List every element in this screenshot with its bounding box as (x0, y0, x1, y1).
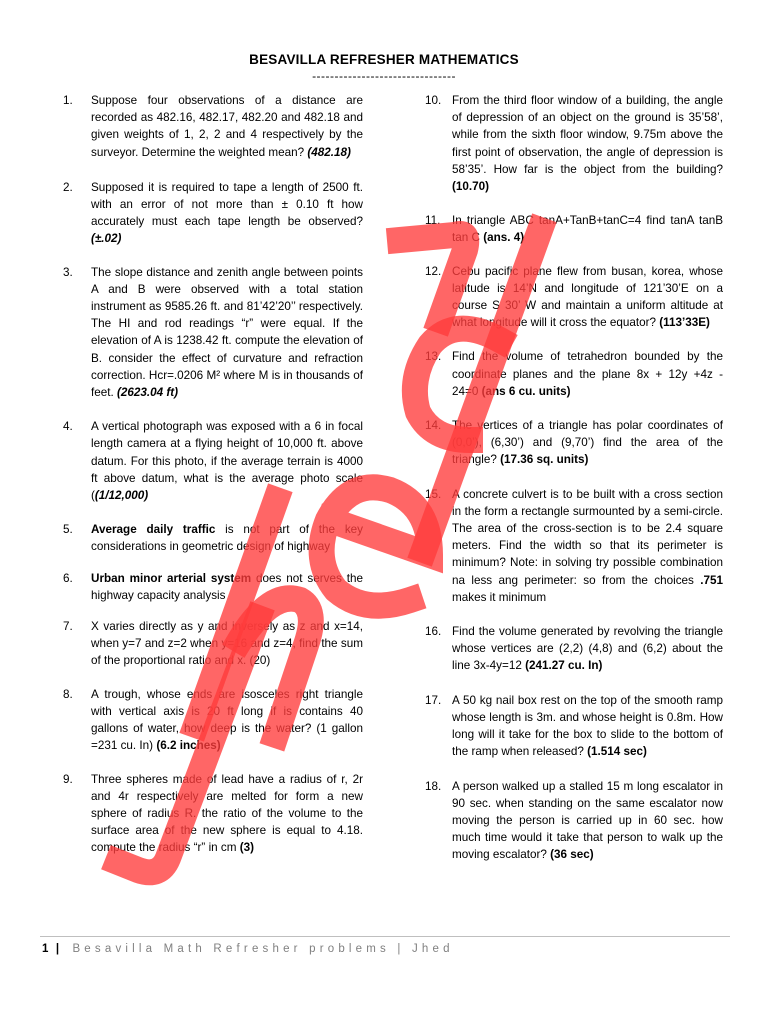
answer-text: (1/12,000) (94, 489, 149, 503)
question-text-block (452, 417, 723, 469)
left-column (63, 92, 363, 873)
answer-text: (241.27 cu. In) (525, 659, 603, 673)
question-text: A concrete culvert is to be built with a cross section in the form a rectangle surmounted by a semi-circle. The area of the cross-section is to be 2.4 square meters. Find the width so that its perimeter is minimum? Note: in solving try possible combination na less ang perimeter: so from the choices (452, 487, 723, 587)
question-number: 10. (425, 94, 442, 107)
question-text: From the third floor window of a building, the angle of depression of an object on the ground is 35’58’, while from the sixth floor window, 9.75m above the first point of observation, the angle of depression is 58’35’. How far is the object from the building? (452, 94, 723, 176)
answer-text: (±.02) (91, 232, 122, 246)
question-text-block (91, 686, 363, 755)
question-text-block (91, 264, 363, 402)
question-item (425, 692, 723, 761)
question-number: 12. (425, 264, 442, 278)
question-number: 3. (63, 265, 73, 279)
question-number: 5. (63, 523, 73, 537)
answer-text: (3) (239, 841, 255, 855)
question-item (425, 348, 723, 400)
question-text-block (91, 521, 363, 555)
question-number: 17. (425, 693, 442, 707)
answer-text: (113’33E) (659, 316, 710, 330)
page-footer (42, 943, 454, 955)
answer-text: (ans 6 cu. units) (481, 384, 571, 398)
question-text: does not serves the highway capacity analysis (91, 571, 363, 602)
question-item (63, 264, 363, 402)
question-text-block (452, 623, 723, 675)
question-item (63, 686, 363, 755)
question-text-block (91, 179, 363, 248)
question-number: 11. (425, 214, 441, 228)
question-number: 13. (425, 350, 442, 364)
question-text-block (452, 692, 723, 761)
question-item (425, 778, 723, 864)
question-text-block (91, 570, 363, 604)
answer-text: (36 sec) (550, 848, 594, 862)
question-number: 4. (63, 420, 73, 434)
question-text-block (91, 771, 363, 857)
question-text: A trough, whose ends are isosceles right triangle with vertical axis is 20 ft long if is contains 40 gallons of water, how deep is the water? (1 gallon =231 cu. In) (91, 687, 363, 753)
question-item (63, 771, 363, 857)
question-text-block (452, 778, 723, 864)
question-text: The vertices of a triangle has polar coordinates of (0,0’), (6,30’) and (9,70’) find the area of the triangle? (452, 419, 723, 467)
title-underline: -------------------------------- (312, 69, 456, 83)
question-number: 14. (425, 419, 442, 433)
question-number: 9. (63, 772, 73, 786)
question-text-block (91, 618, 363, 670)
question-item (63, 521, 363, 555)
question-text-block (91, 418, 363, 504)
page-title: BESAVILLA REFRESHER MATHEMATICS (249, 52, 519, 67)
question-item (63, 92, 363, 161)
question-text-block (91, 92, 363, 161)
question-text: A vertical photograph was exposed with a 6 in focal length camera at a flying height of 10,000 ft. above datum. For this photo, if the average terrain is 4000 ft above datum, what is the average photo scale ( (91, 420, 363, 503)
question-number: 7. (63, 620, 73, 634)
question-number: 16. (425, 625, 442, 639)
answer-text: (2623.04 ft) (117, 386, 179, 400)
question-number: 15. (425, 487, 442, 501)
question-lead-term: Average daily traffic (91, 523, 216, 537)
question-text: In triangle ABC tanA+TanB+tanC=4 find tanA tanB tan C (452, 214, 723, 245)
right-column (425, 92, 723, 880)
question-text-block (452, 348, 723, 400)
question-text-block (452, 212, 723, 246)
question-text: Three spheres made of lead have a radius of r, 2r and 4r respectively are melted for form a new sphere of radius R. the ratio of the volume to the surface area of the new sphere is equal to 4.18. compute the radius “r” in cm (91, 772, 363, 855)
question-text: Find the volume generated by revolving the triangle whose vertices are (2,2) (4,8) and (6,2) about the line 3x-4y=12 (452, 625, 723, 673)
question-number: 1. (63, 94, 73, 107)
answer-text: .751 (700, 573, 723, 587)
footer-divider (40, 936, 730, 937)
question-text: A 50 kg nail box rest on the top of the smooth ramp whose length is 3m. and whose height is 0.8m. How long will it take for the box to slide to the bottom of the ramp when released? (452, 693, 723, 759)
question-text-block (452, 92, 723, 195)
question-item (425, 623, 723, 675)
question-item (63, 179, 363, 248)
question-item (63, 418, 363, 504)
question-text: Find the volume of tetrahedron bounded by the coordinate planes and the plane 8x + 12y +4z - 24=0 (452, 350, 723, 398)
footer-separator: | (55, 943, 62, 955)
question-item (425, 263, 723, 332)
question-lead-term: Urban minor arterial system (91, 571, 252, 585)
answer-text: (6.2 inches) (156, 739, 221, 753)
question-text: A person walked up a stalled 15 m long escalator in 90 sec. when standing on the same escalator now moving the person is carried up in 60 sec. how much time would it take that person to walk up the moving escalator? (452, 779, 723, 862)
question-item (425, 486, 723, 606)
answer-text: (482.18) (307, 145, 351, 159)
question-tail-text: makes it minimum (452, 590, 547, 604)
answer-text: (ans. 4) (483, 231, 525, 245)
question-text-block (452, 486, 723, 606)
question-number: 2. (63, 180, 73, 194)
answer-text: (10.70) (452, 180, 490, 194)
question-text: X varies directly as y and inversely as z and x=14, when y=7 and z=2 when y=16 and z=4, find the sum of the proportional ratio and x. (20) (91, 620, 363, 668)
answer-text: (1.514 sec) (587, 745, 647, 759)
question-item (425, 417, 723, 469)
question-text: Supposed it is required to tape a length of 2500 ft. with an error of not more than ± 0.10 ft how accurately must each tape length be observed? (91, 180, 363, 229)
question-number: 8. (63, 687, 73, 701)
question-number: 6. (63, 571, 73, 585)
question-text: Suppose four observations of a distance are recorded as 482.16, 482.17, 482.20 and 482.18 and given weights of 1, 2, 2 and 4 respectively by the surveyor. Determine the weighted mean? (91, 94, 363, 159)
question-text-block (452, 263, 723, 332)
question-text: The slope distance and zenith angle between points A and B were observed with a total station instrument as 9585.26 ft. and 81’42’20’’ respectively. The HI and rod readings “r” were equal. If the elevation of A is 1238.42 ft. compute the elevation of B. consider the effect of curvature and refraction correction. Hcr=.0206 M² where M is in thousands of feet. (91, 265, 363, 400)
question-item (425, 92, 723, 195)
answer-text: (17.36 sq. units) (500, 453, 589, 467)
question-text: Cebu pacific plane flew from busan, korea, whose latitude is 14’N and longitude of 121’30’E on a course S 30’ W and maintain a uniform altitude at what longitude will it cross the equator? (452, 264, 723, 330)
page-number: 1 (42, 943, 49, 955)
footer-text: Besavilla Math Refresher problems | Jhed (72, 943, 454, 955)
question-item (63, 618, 363, 670)
question-item (63, 570, 363, 604)
question-text: is not part of the key considerations in geometric design of highway (91, 523, 364, 554)
question-number: 18. (425, 779, 442, 793)
question-item (425, 212, 723, 246)
